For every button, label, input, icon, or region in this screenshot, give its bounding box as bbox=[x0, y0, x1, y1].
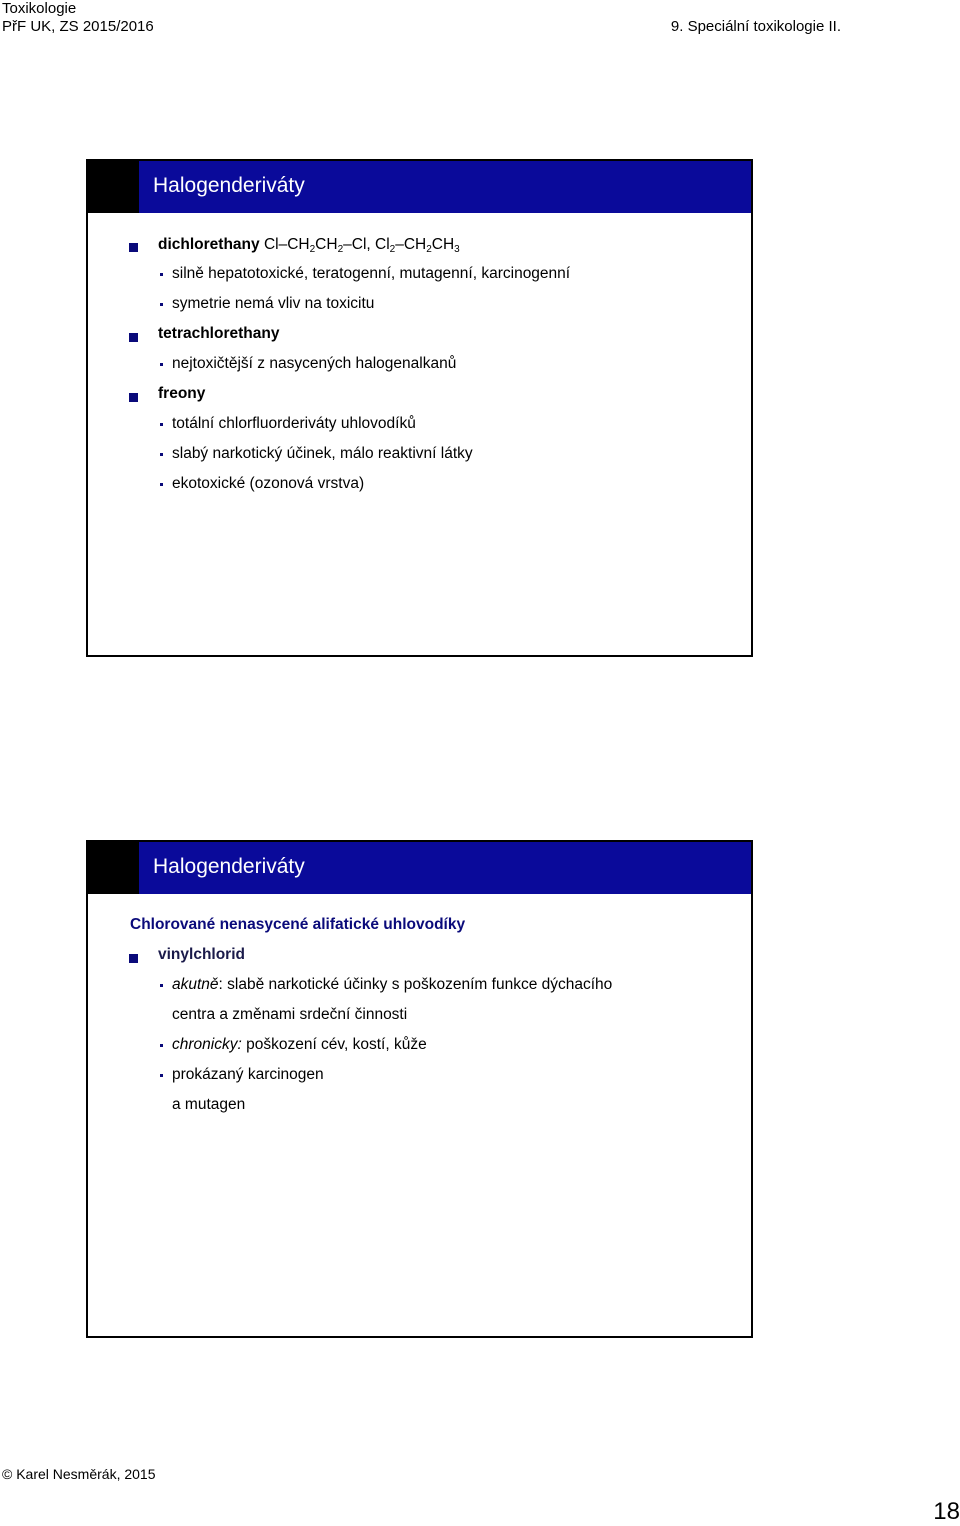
small-square-bullet-icon bbox=[160, 273, 163, 276]
slide-1 bbox=[86, 159, 753, 657]
square-bullet-icon bbox=[129, 333, 138, 342]
page-number: 18 bbox=[933, 1498, 960, 1525]
list-subitem: symetrie nemá vliv na toxicitu bbox=[172, 295, 375, 312]
small-square-bullet-icon bbox=[160, 453, 163, 456]
list-subitem: silně hepatotoxické, teratogenní, mutagenní, karcinogenní bbox=[172, 265, 571, 282]
small-square-bullet-icon bbox=[160, 303, 163, 306]
chemical-formula: $Cl-CH_2CH_2-Cl$, $Cl_2-CH_2CH_3$ bbox=[263, 236, 460, 255]
list-item-dichlorethany bbox=[158, 235, 460, 260]
slide-subtitle: Chlorované nenasycené alifatické uhlovodíky bbox=[130, 916, 466, 933]
faculty-term: PřF UK, ZS 2015/2016 bbox=[2, 18, 154, 35]
course-name: Toxikologie bbox=[2, 0, 77, 17]
list-item-vinylchlorid: vinylchlorid bbox=[158, 946, 245, 963]
item-label: dichlorethany bbox=[158, 236, 260, 253]
small-square-bullet-icon bbox=[160, 483, 163, 486]
list-subitem-karcinogen: prokázaný karcinogen bbox=[172, 1066, 324, 1083]
square-bullet-icon bbox=[129, 954, 138, 963]
small-square-bullet-icon bbox=[160, 363, 163, 366]
slide-title: Halogenderiváty bbox=[153, 855, 305, 878]
square-bullet-icon bbox=[129, 243, 138, 252]
small-square-bullet-icon bbox=[160, 423, 163, 426]
copyright: © Karel Nesměrák, 2015 bbox=[2, 1466, 156, 1482]
document-header-left bbox=[2, 0, 154, 36]
list-subitem: totální chlorfluorderiváty uhlovodíků bbox=[172, 415, 416, 432]
list-subitem: nejtoxičtější z nasycených halogenalkanů bbox=[172, 355, 457, 372]
list-subitem-chronicky: chronicky: poškození cév, kostí, kůže bbox=[172, 1036, 427, 1053]
list-subitem: ekotoxické (ozonová vrstva) bbox=[172, 475, 365, 492]
lecture-title: 9. Speciální toxikologie II. bbox=[670, 18, 841, 35]
list-item-freony: freony bbox=[158, 385, 206, 402]
list-subitem-continuation: a mutagen bbox=[172, 1096, 246, 1113]
slide-2 bbox=[86, 840, 753, 1338]
slide-title: Halogenderiváty bbox=[153, 174, 305, 197]
list-subitem-continuation: centra a změnami srdeční činnosti bbox=[172, 1006, 408, 1023]
small-square-bullet-icon bbox=[160, 1044, 163, 1047]
list-subitem: slabý narkotický účinek, málo reaktivní látky bbox=[172, 445, 473, 462]
square-bullet-icon bbox=[129, 393, 138, 402]
list-subitem-akutne: akutně: slabě narkotické účinky s poškozením funkce dýchacího bbox=[172, 976, 613, 993]
list-item-tetrachlorethany: tetrachlorethany bbox=[158, 325, 280, 342]
small-square-bullet-icon bbox=[160, 984, 163, 987]
slide-title-bar bbox=[88, 842, 751, 894]
small-square-bullet-icon bbox=[160, 1074, 163, 1077]
slide-title-bar bbox=[88, 161, 751, 213]
